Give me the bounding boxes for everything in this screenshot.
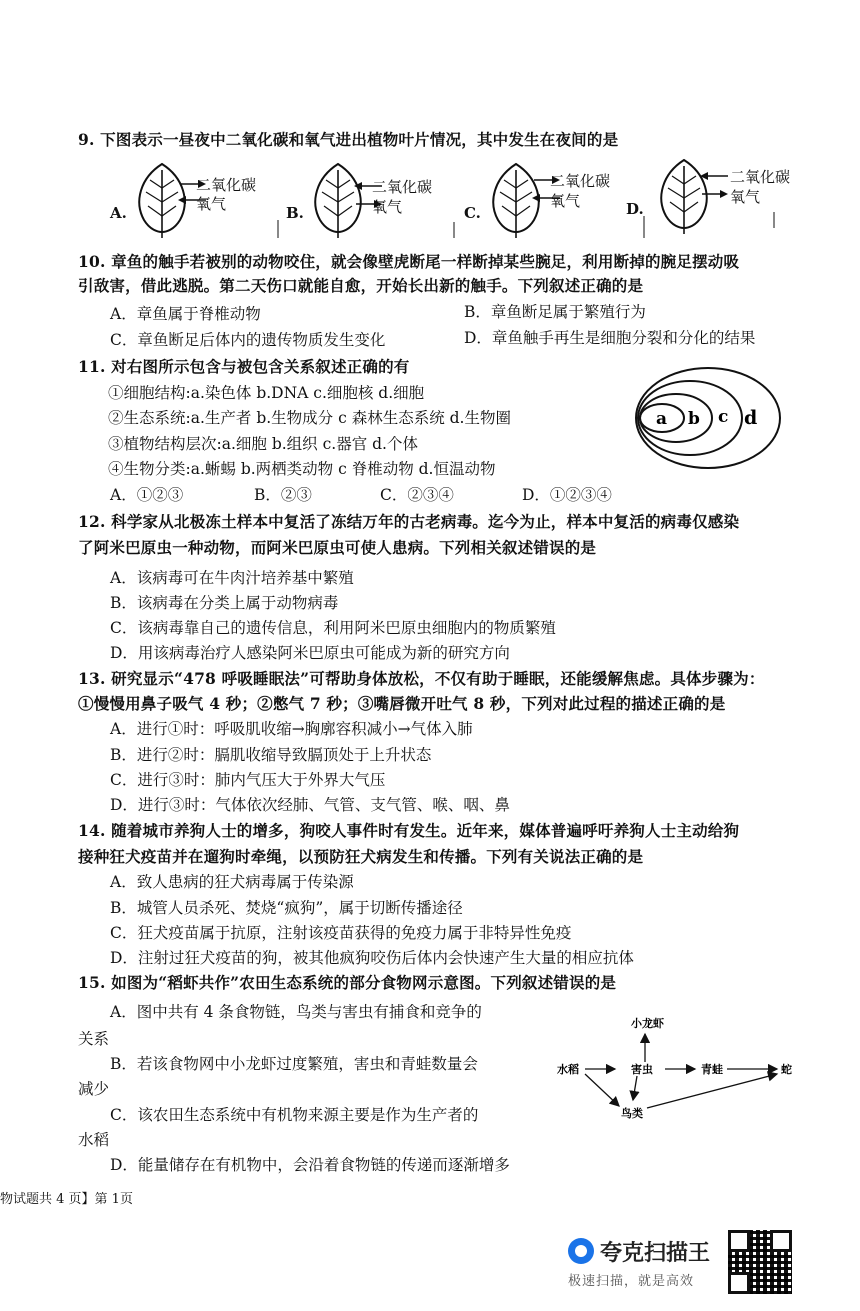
o2-label: 氧气 [372, 198, 403, 216]
co2-label: 二氧化碳 [196, 176, 257, 194]
q11-item-4: ④生物分类:a.蜥蜴 b.两栖类动物 c 脊椎动物 d.恒温动物 [108, 460, 496, 478]
q11-option-b: B．②③ [254, 486, 312, 504]
q9-option-letter: B. [286, 204, 304, 222]
q9-option-letter: D. [626, 200, 644, 218]
circle-label-d: d [744, 407, 758, 429]
co2-label: 二氧化碳 [550, 172, 611, 190]
q11-option-a: A．①②③ [110, 486, 184, 504]
q13-option-b: B．进行②时：膈肌收缩导致膈顶处于上升状态 [110, 746, 432, 764]
node-crayfish: 小龙虾 [631, 1017, 664, 1030]
q15-option-b-line2: 减少 [78, 1080, 110, 1098]
q12-option-b: B．该病毒在分类上属于动物病毒 [110, 594, 339, 612]
q12-stem-line1: 12. 科学家从北极冻土样本中复活了冻结万年的古老病毒。迄今为止，样本中复活的病毒仅感染 [78, 512, 740, 531]
brand-slogan: 极速扫描，就是高效 [568, 1274, 695, 1289]
q9-figure-row [110, 160, 850, 240]
q15-option-c-line2: 水稻 [78, 1131, 110, 1149]
o2-label: 氧气 [730, 188, 761, 206]
node-rice: 水稻 [557, 1063, 579, 1076]
q10-stem-line2: 引敌害，借此逃脱。第二天伤口就能自愈，开始长出新的触手。下列叙述正确的是 [78, 276, 644, 295]
co2-label: 二氧化碳 [730, 168, 791, 186]
brand-name: 夸克扫描王 [600, 1241, 711, 1266]
qr-code-icon [728, 1230, 792, 1294]
q14-stem-line2: 接种狂犬疫苗并在遛狗时牵绳，以预防狂犬病发生和传播。下列有关说法正确的是 [78, 847, 644, 866]
q13-stem-line1: 13. 研究显示“478 呼吸睡眠法”可帮助身体放松，不仅有助于睡眠，还能缓解焦虑。具体步骤为： [78, 669, 765, 688]
node-pest: 害虫 [631, 1063, 653, 1076]
q15-option-b-line1: B．若该食物网中小龙虾过度繁殖，害虫和青蛙数量会 [110, 1055, 478, 1073]
q11-item-1: ①细胞结构:a.染色体 b.DNA c.细胞核 d.细胞 [108, 384, 425, 402]
co2-label: 二氧化碳 [372, 178, 433, 196]
q11-option-c: C．②③④ [380, 486, 454, 504]
q14-option-c: C．狂犬疫苗属于抗原，注射该疫苗获得的免疫力属于非特异性免疫 [110, 924, 572, 942]
node-frog: 青蛙 [701, 1063, 723, 1076]
node-snake: 蛇 [781, 1063, 792, 1076]
q14-option-a: A．致人患病的狂犬病毒属于传染源 [110, 873, 354, 891]
circle-label-a: a [656, 409, 668, 429]
q15-option-d: D．能量储存在有机物中，会沿着食物链的传递而逐渐增多 [110, 1156, 510, 1174]
circle-label-c: c [718, 407, 729, 427]
food-web-diagram [555, 1012, 805, 1122]
q13-option-a: A．进行①时：呼吸肌收缩→胸廓容积减小→气体入肺 [110, 720, 473, 738]
q15-stem: 15. 如图为“稻虾共作”农田生态系统的部分食物网示意图。下列叙述错误的是 [78, 973, 617, 992]
q12-option-c: C．该病毒靠自己的遗传信息，利用阿米巴原虫细胞内的物质繁殖 [110, 619, 556, 637]
circle-label-b: b [688, 409, 700, 429]
brand-logo-icon [568, 1238, 594, 1264]
q10-option-d: D．章鱼触手再生是细胞分裂和分化的结果 [464, 329, 756, 347]
q9-stem: 9. 下图表示一昼夜中二氧化碳和氧气进出植物叶片情况，其中发生在夜间的是 [78, 130, 619, 149]
q15-option-a-line2: 关系 [78, 1030, 110, 1048]
nested-circles-diagram [632, 364, 784, 472]
q11-stem: 11. 对右图所示包含与被包含关系叙述正确的有 [78, 357, 410, 376]
q10-stem-line1: 10. 章鱼的触手若被别的动物咬住，就会像壁虎断尾一样断掉某些腕足，利用断掉的腕足摆动吸 [78, 252, 740, 271]
q11-option-d: D．①②③④ [522, 486, 612, 504]
o2-label: 氧气 [196, 195, 227, 213]
q10-option-a: A．章鱼属于脊椎动物 [110, 305, 261, 323]
q12-option-a: A．该病毒可在牛肉汁培养基中繁殖 [110, 569, 354, 587]
q13-option-c: C．进行③时：肺内气压大于外界大气压 [110, 771, 386, 789]
q14-option-b: B．城管人员杀死、焚烧“疯狗”，属于切断传播途径 [110, 899, 463, 917]
q14-stem-line1: 14. 随着城市养狗人士的增多，狗咬人事件时有发生。近年来，媒体普遍呼吁养狗人士主动给狗 [78, 821, 740, 840]
q13-stem-line2: ①慢慢用鼻子吸气 4 秒；②憋气 7 秒；③嘴唇微开吐气 8 秒，下列对此过程的描述正确的是 [78, 694, 726, 713]
q11-item-3: ③植物结构层次:a.细胞 b.组织 c.器官 d.个体 [108, 435, 418, 453]
q15-option-c-line1: C．该农田生态系统中有机物来源主要是作为生产者的 [110, 1106, 479, 1124]
q15-option-a-line1: A．图中共有 4 条食物链，鸟类与害虫有捕食和竞争的 [110, 1003, 482, 1021]
node-bird: 鸟类 [621, 1107, 643, 1120]
q9-option-letter: A. [110, 204, 127, 222]
q13-option-d: D．进行③时：气体依次经肺、气管、支气管、喉、咽、鼻 [110, 796, 510, 814]
q14-option-d: D．注射过狂犬疫苗的狗，被其他疯狗咬伤后体内会快速产生大量的相应抗体 [110, 949, 634, 967]
q11-item-2: ②生态系统:a.生产者 b.生物成分 c 森林生态系统 d.生物圈 [108, 409, 511, 427]
q10-option-b: B．章鱼断足属于繁殖行为 [464, 303, 646, 321]
scanner-watermark [568, 1232, 728, 1292]
q12-option-d: D．用该病毒治疗人感染阿米巴原虫可能成为新的研究方向 [110, 644, 510, 662]
q9-option-letter: C. [464, 204, 481, 222]
page-footer: 物试题共 4 页】第 1页 [0, 1192, 133, 1207]
q12-stem-line2: 了阿米巴原虫一种动物，而阿米巴原虫可使人患病。下列相关叙述错误的是 [78, 538, 597, 557]
o2-label: 氧气 [550, 192, 581, 210]
q10-option-c: C．章鱼断足后体内的遗传物质发生变化 [110, 331, 386, 349]
